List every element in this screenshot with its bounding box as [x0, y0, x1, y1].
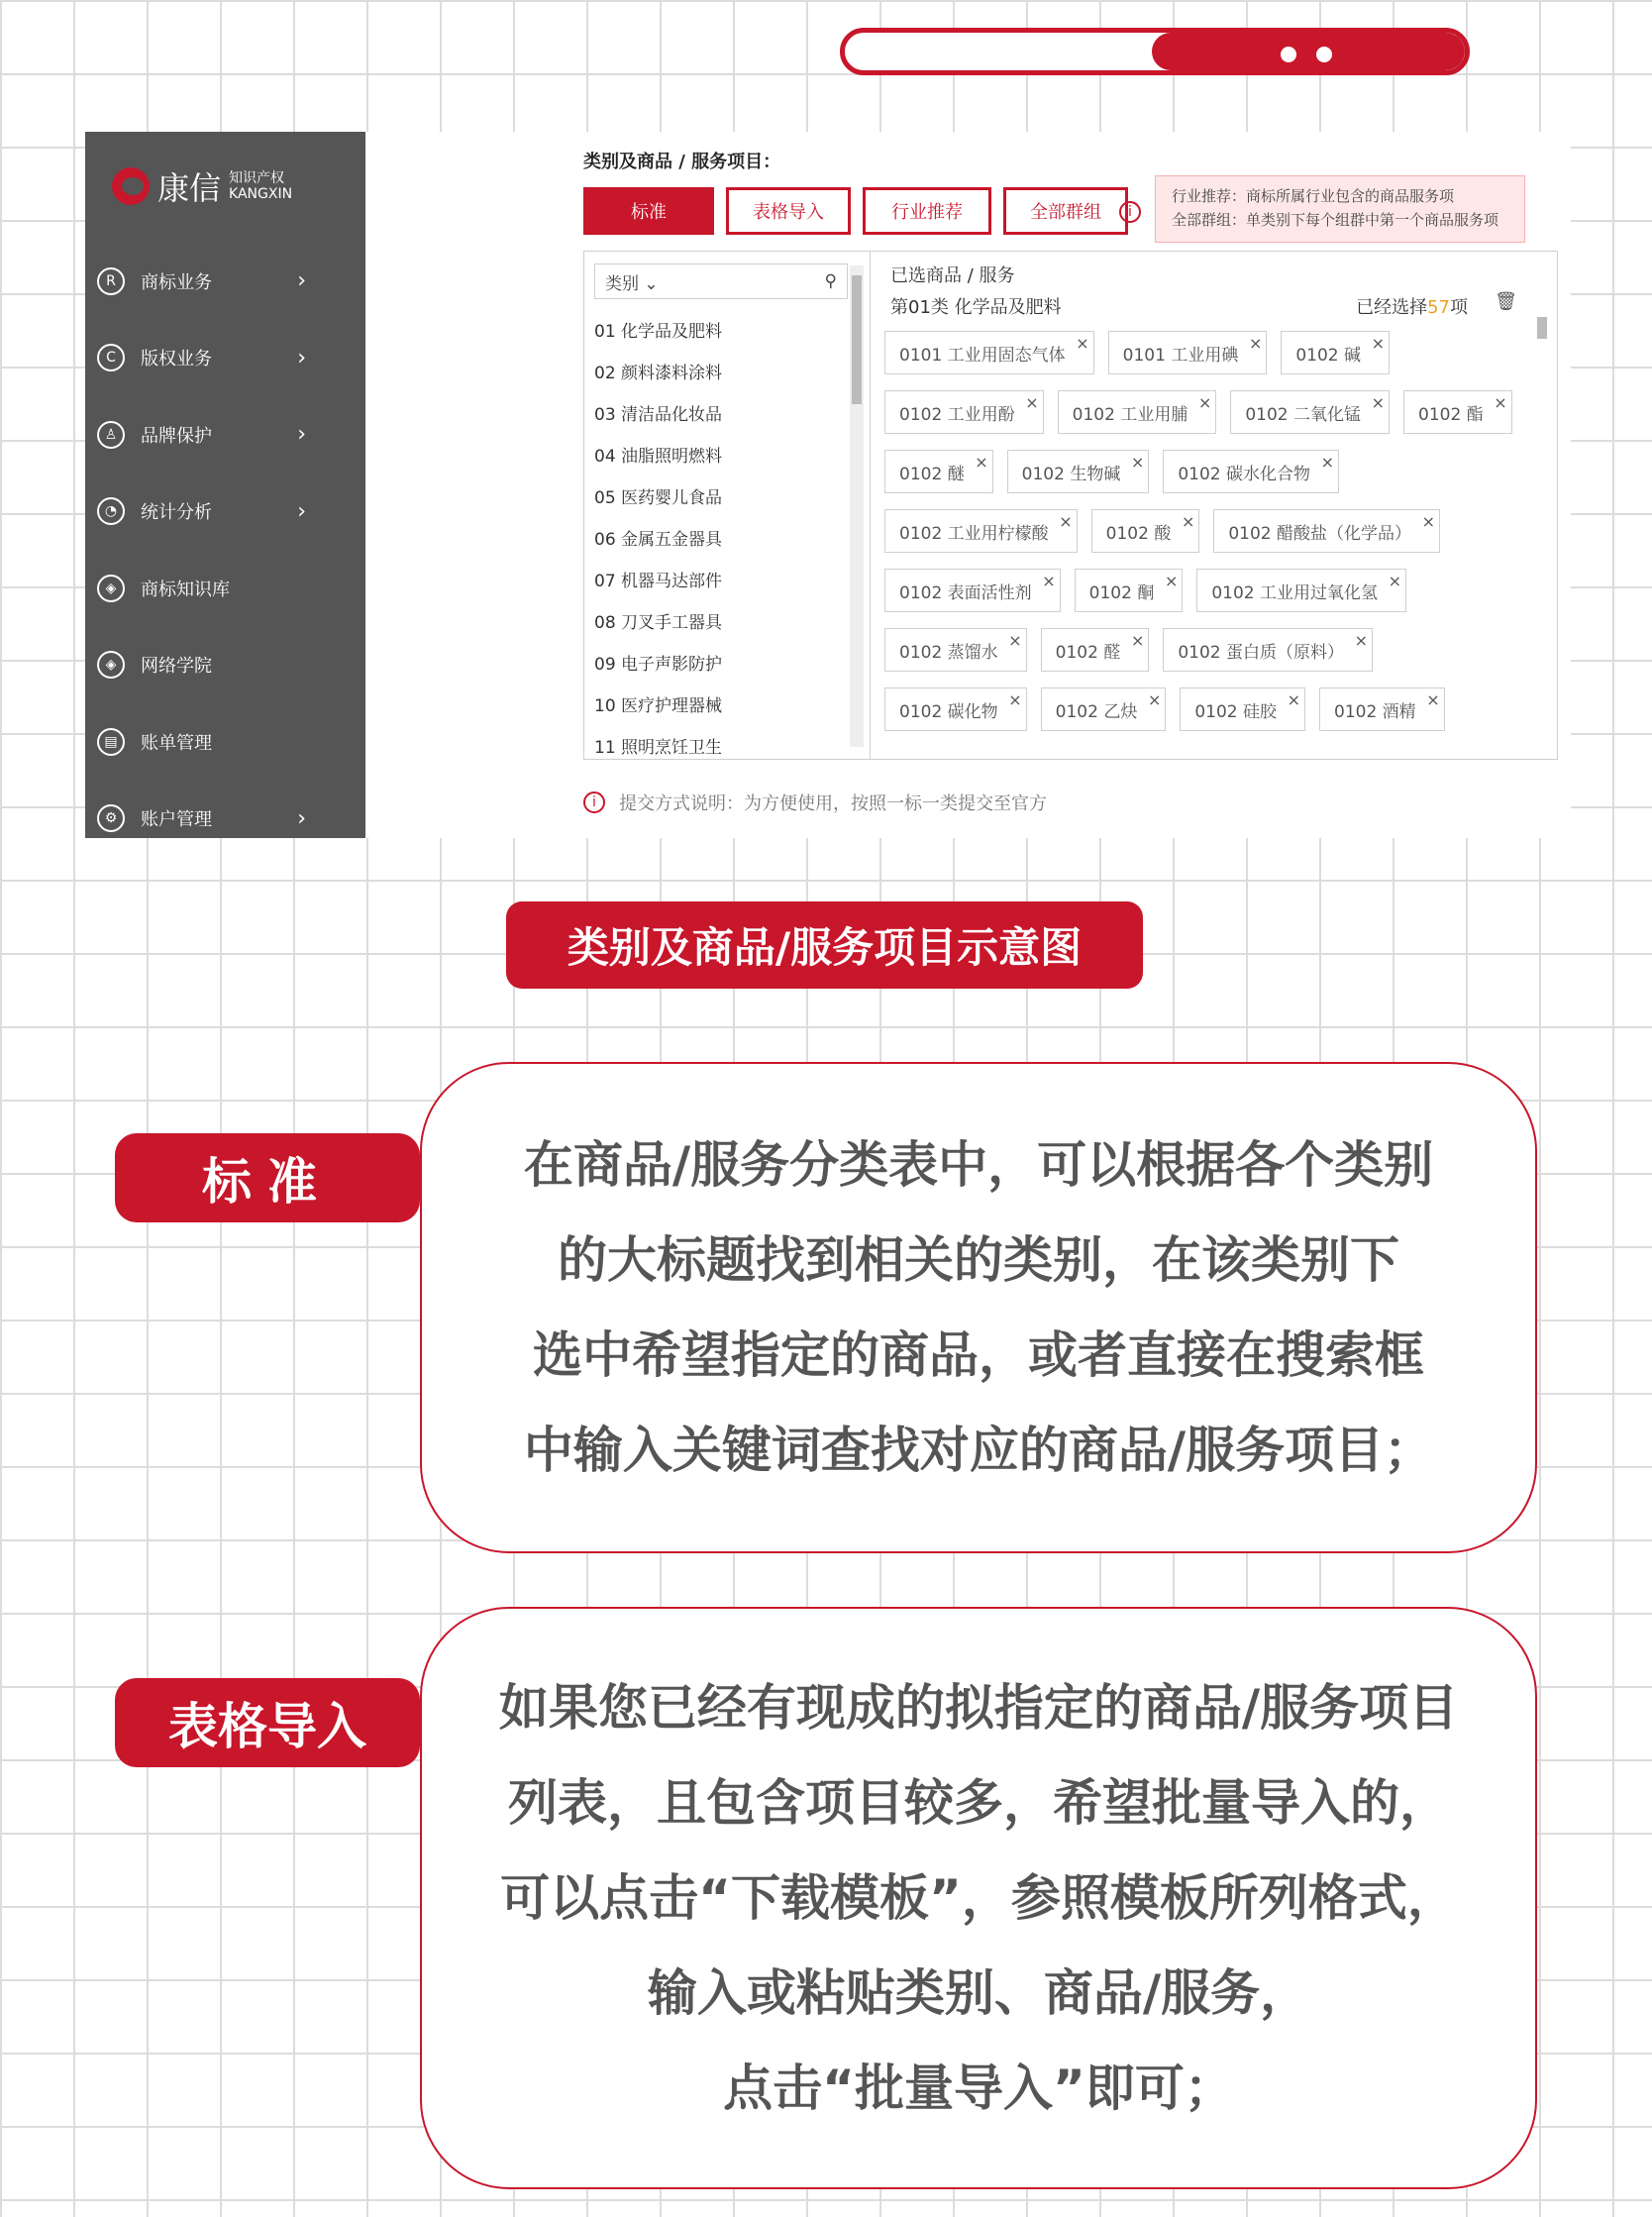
card-line: 的大标题找到相关的类别，在该类别下 [557, 1231, 1399, 1289]
chip-label: 0101 工业用碘 [1122, 345, 1239, 366]
chevron-right-icon: › [297, 498, 306, 524]
selected-chip[interactable] [1180, 687, 1305, 731]
sidebar-item[interactable] [85, 703, 365, 781]
main-panel [365, 132, 1571, 838]
close-icon[interactable]: × [1494, 393, 1507, 412]
selected-chip[interactable] [1041, 687, 1167, 731]
category-item[interactable]: 03 清洁品化妆品 [594, 405, 723, 425]
search-icon[interactable]: ⚲ [824, 271, 837, 291]
nav-icon: ⚙ [97, 804, 125, 832]
close-icon[interactable]: × [1371, 393, 1386, 412]
category-item[interactable]: 01 化学品及肥料 [594, 322, 723, 342]
selected-chip[interactable] [884, 628, 1027, 672]
pill-dot [1316, 47, 1332, 62]
chevron-right-icon: › [297, 422, 306, 447]
sidebar [85, 132, 365, 838]
pill-fill [1152, 33, 1465, 70]
chip-label: 0102 蛋白质（原料） [1178, 642, 1345, 663]
close-icon[interactable]: × [1197, 393, 1212, 412]
selected-chip[interactable] [884, 569, 1061, 612]
category-list [594, 311, 842, 769]
close-icon[interactable]: × [1008, 690, 1022, 709]
close-icon[interactable]: × [1164, 572, 1179, 590]
card-line: 点击“批量导入”即可； [723, 2059, 1234, 2117]
sidebar-item-label: 商标知识库 [141, 579, 230, 600]
card-line: 可以点击“下载模板”，参照模板所列格式， [500, 1869, 1457, 1927]
card-line: 中输入关键词查找对应的商品/服务项目； [523, 1422, 1434, 1479]
sidebar-item-label: 商标业务 [141, 271, 212, 293]
selected-chip[interactable] [884, 450, 993, 493]
chip-label: 0101 工业用固态气体 [899, 345, 1066, 366]
chip-label: 0102 碱 [1295, 345, 1362, 366]
sidebar-item-label: 账单管理 [141, 732, 212, 754]
close-icon[interactable]: × [1181, 512, 1195, 531]
hint-box [1155, 175, 1525, 243]
count-prefix: 已经选择 [1356, 297, 1428, 318]
selected-scrollbar[interactable] [1535, 293, 1549, 699]
nav-icon: R [97, 267, 125, 295]
nav-icon: C [97, 344, 125, 371]
chip-list [884, 331, 1528, 731]
chevron-right-icon: › [297, 345, 306, 370]
logo-sub-en: KANGXIN [229, 186, 293, 202]
sidebar-item-label: 网络学院 [141, 656, 212, 678]
close-icon[interactable]: × [1130, 631, 1145, 650]
selected-chip[interactable] [1319, 687, 1445, 731]
card-line: 如果您已经有现成的拟指定的商品/服务项目 [498, 1679, 1459, 1737]
selected-chip[interactable] [1041, 628, 1150, 672]
tab-standard[interactable]: 标准 [583, 187, 714, 235]
chevron-right-icon: › [297, 805, 306, 831]
close-icon[interactable]: × [1421, 512, 1436, 531]
card-line: 在商品/服务分类表中，可以根据各个类别 [523, 1136, 1434, 1194]
block-tag: 标准 [115, 1133, 420, 1222]
pill-dot [1281, 47, 1296, 62]
sidebar-item[interactable] [85, 396, 365, 474]
category-item[interactable]: 02 颜料漆料涂料 [594, 364, 723, 383]
category-panel [583, 251, 871, 760]
selected-chip[interactable] [1075, 569, 1184, 612]
sidebar-item-label: 版权业务 [141, 349, 212, 370]
selected-chip[interactable] [1007, 450, 1150, 493]
close-icon[interactable]: × [1008, 631, 1022, 650]
selected-count [1356, 293, 1468, 319]
category-item[interactable]: 07 机器马达部件 [594, 572, 723, 591]
tab-industry[interactable]: 行业推荐 [863, 187, 991, 235]
sidebar-nav [85, 243, 365, 857]
submit-note [583, 790, 1047, 815]
selected-chip[interactable] [1403, 390, 1512, 434]
selected-chip[interactable] [1196, 569, 1406, 612]
category-item[interactable]: 09 电子声影防护 [594, 655, 723, 675]
count-number: 57 [1427, 297, 1450, 318]
selected-chip[interactable] [1230, 390, 1390, 434]
close-icon[interactable]: × [1147, 690, 1162, 709]
description-card [420, 1607, 1537, 2189]
chip-label: 0102 酒精 [1334, 701, 1416, 722]
category-item[interactable]: 11 照明烹饪卫生 [594, 738, 723, 758]
close-icon[interactable]: × [1248, 334, 1263, 353]
chip-label: 0102 乙炔 [1055, 701, 1138, 722]
category-item[interactable]: 05 医药婴儿食品 [594, 488, 723, 508]
close-icon[interactable]: × [1371, 334, 1386, 353]
scroll-thumb[interactable] [852, 275, 862, 404]
info-icon: i [583, 792, 605, 813]
chip-label: 0102 工业用脯 [1072, 404, 1188, 425]
close-icon[interactable]: × [1042, 572, 1056, 590]
chevron-down-icon: ⌄ [644, 273, 659, 294]
selected-subtitle: 第01类 化学品及肥料 [890, 297, 1062, 318]
chip-label: 0102 生物碱 [1021, 464, 1121, 484]
category-scrollbar[interactable] [850, 265, 864, 747]
chip-label: 0102 工业用柠檬酸 [899, 523, 1049, 544]
chip-label: 0102 醛 [1055, 642, 1121, 663]
submit-note-text: 提交方式说明：为方便使用，按照一标一类提交至官方 [619, 793, 1047, 814]
card-line: 列表，且包含项目较多，希望批量导入的， [507, 1774, 1449, 1832]
selected-panel [871, 251, 1558, 760]
sidebar-item[interactable] [85, 320, 365, 397]
close-icon[interactable]: × [1388, 572, 1402, 590]
sidebar-item[interactable] [85, 781, 365, 858]
nav-icon: ◈ [97, 651, 125, 679]
close-icon[interactable]: × [1426, 690, 1440, 709]
sidebar-item[interactable] [85, 474, 365, 551]
selected-chip[interactable] [1091, 509, 1200, 553]
sidebar-item-label: 统计分析 [141, 502, 212, 524]
logo-text: 康信 [157, 169, 222, 207]
description-card [420, 1062, 1537, 1553]
chip-label: 0102 酮 [1088, 582, 1155, 603]
chip-label: 0102 工业用酚 [899, 404, 1015, 425]
sidebar-item-label: 账户管理 [141, 809, 212, 831]
sidebar-item-label: 品牌保护 [141, 425, 212, 447]
card-line: 选中希望指定的商品，或者直接在搜索框 [532, 1326, 1424, 1384]
trash-icon[interactable]: 🗑 [1495, 291, 1517, 312]
chevron-right-icon: › [297, 268, 306, 293]
hint-line: 行业推荐：商标所属行业包含的商品服务项 [1172, 187, 1455, 205]
selected-chip[interactable] [1213, 509, 1440, 553]
logo[interactable] [112, 163, 292, 209]
figure-caption: 类别及商品/服务项目示意图 [506, 901, 1143, 989]
top-progress-pill [840, 28, 1470, 75]
chip-label: 0102 碳化物 [899, 701, 998, 722]
selected-chip[interactable] [884, 687, 1027, 731]
chip-label: 0102 蒸馏水 [899, 642, 998, 663]
close-icon[interactable]: × [1025, 393, 1039, 412]
selected-chip[interactable] [884, 509, 1078, 553]
selected-chip[interactable] [884, 390, 1044, 434]
selected-chip[interactable] [884, 331, 1094, 374]
app-screenshot [85, 132, 1571, 838]
tab-all-groups[interactable]: 全部群组 [1003, 187, 1128, 235]
selected-chip[interactable] [1163, 450, 1339, 493]
close-icon[interactable]: × [1354, 631, 1369, 650]
chip-label: 0102 工业用过氧化氢 [1211, 582, 1379, 603]
selected-title: 已选商品 / 服务 [890, 265, 1015, 286]
close-icon[interactable]: × [1320, 453, 1335, 472]
card-line: 输入或粘贴类别、商品/服务， [647, 1964, 1310, 2022]
category-item[interactable]: 08 刀叉手工器具 [594, 613, 723, 633]
close-icon[interactable]: × [1130, 453, 1145, 472]
nav-icon: ▤ [97, 728, 125, 756]
logo-mark-icon [112, 167, 150, 205]
category-search[interactable] [594, 264, 848, 299]
scroll-thumb[interactable] [1537, 317, 1547, 339]
category-dropdown-label: 类别 [605, 273, 639, 294]
close-icon[interactable]: × [1059, 512, 1073, 531]
chip-label: 0102 酯 [1418, 404, 1484, 425]
category-item[interactable]: 04 油脂照明燃料 [594, 447, 723, 467]
hint-line: 全部群组：单类别下每个组群中第一个商品服务项 [1172, 211, 1499, 229]
chip-label: 0102 碳水化合物 [1178, 464, 1311, 484]
chip-label: 0102 醚 [899, 464, 965, 484]
selected-chip[interactable] [1108, 331, 1268, 374]
tab-table-import[interactable]: 表格导入 [726, 187, 851, 235]
sidebar-item[interactable] [85, 243, 365, 320]
chip-label: 0102 硅胶 [1194, 701, 1278, 722]
count-suffix: 项 [1450, 297, 1468, 318]
sidebar-item[interactable] [85, 550, 365, 627]
chip-label: 0102 表面活性剂 [899, 582, 1032, 603]
sidebar-item[interactable] [85, 627, 365, 704]
close-icon[interactable]: × [1076, 334, 1089, 353]
chip-label: 0102 醋酸盐（化学品） [1228, 523, 1412, 544]
block-tag: 表格导入 [115, 1678, 420, 1767]
close-icon[interactable]: × [1287, 690, 1301, 709]
category-item[interactable]: 10 医疗护理器械 [594, 696, 723, 716]
chip-label: 0102 酸 [1105, 523, 1172, 544]
close-icon[interactable]: × [975, 453, 988, 472]
tab-bar [583, 187, 1128, 235]
nav-icon: ◈ [97, 575, 125, 602]
section-label: 类别及商品 / 服务项目： [583, 152, 781, 172]
selected-chip[interactable] [1281, 331, 1390, 374]
category-item[interactable]: 06 金属五金器具 [594, 530, 723, 550]
selected-chip[interactable] [1163, 628, 1373, 672]
info-icon[interactable]: i [1119, 201, 1141, 223]
chip-label: 0102 二氧化锰 [1245, 404, 1362, 425]
selected-chip[interactable] [1058, 390, 1217, 434]
nav-icon: ◔ [97, 497, 125, 525]
nav-icon: ♙ [97, 421, 125, 449]
logo-sub-cn: 知识产权 [229, 170, 285, 186]
